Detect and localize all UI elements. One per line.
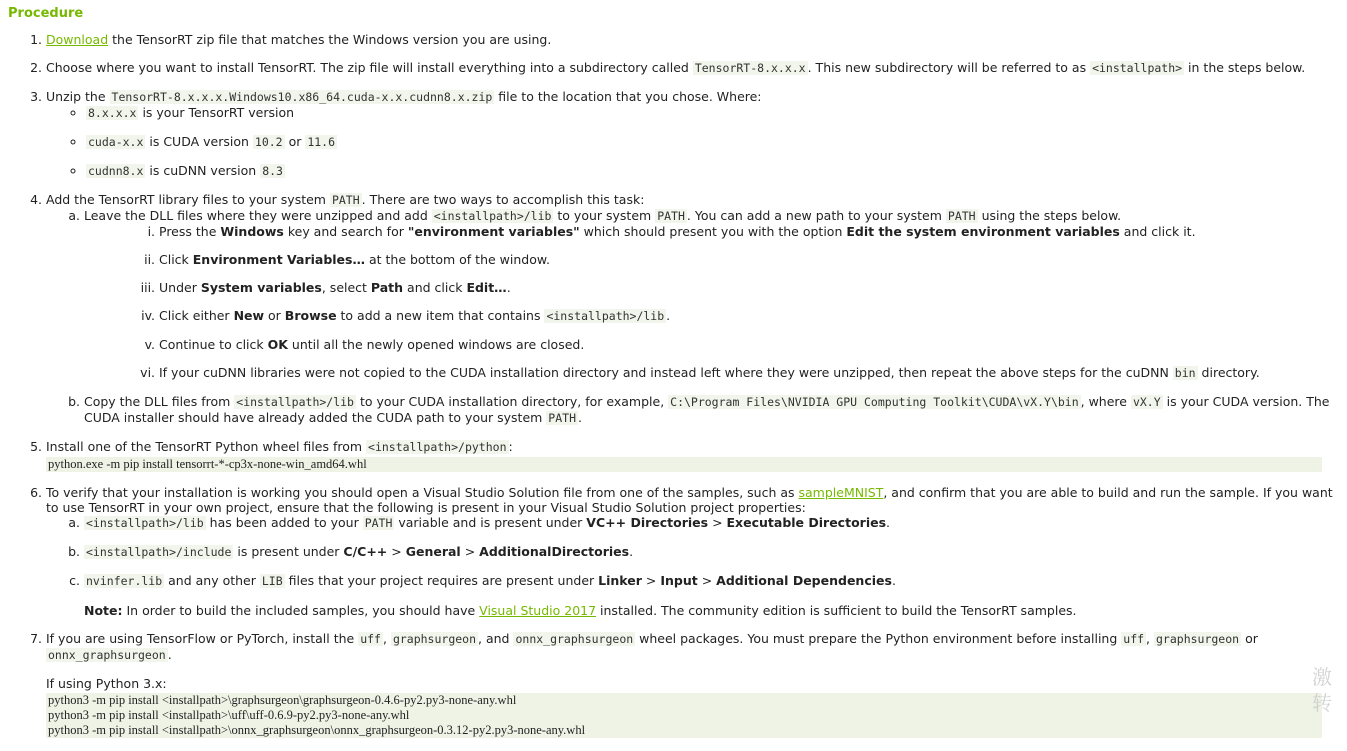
inline-code: 10.2: [254, 135, 283, 149]
inline-code: PATH: [947, 209, 976, 223]
inline-code: onnx_graphsurgeon: [48, 648, 166, 662]
inline-code: TensorRT-8.x.x.x.Windows10.x86_64.cuda-x.x.cudnn8.x.zip: [111, 90, 493, 104]
text: >: [387, 544, 406, 559]
text: files that your project requires are present under: [284, 573, 599, 588]
property-b: [84, 544, 1335, 560]
text: Click: [159, 252, 193, 267]
list-item: [86, 105, 1335, 121]
bold-text: New: [233, 308, 265, 323]
inline-code: graphsurgeon: [1156, 632, 1240, 646]
text: and click it.: [1119, 224, 1196, 239]
inline-code: <installpath>: [1092, 61, 1183, 75]
bold-text: Path: [370, 280, 404, 295]
text: or: [284, 134, 306, 149]
text: .: [886, 515, 891, 530]
text: to add a new item that contains: [336, 308, 545, 323]
inline-code: vX.Y: [1132, 395, 1161, 409]
text: .: [666, 308, 671, 323]
option-a: [84, 208, 1335, 381]
bold-text: Input: [660, 573, 698, 588]
bold-text: AdditionalDirectories: [479, 544, 630, 559]
text: using the steps below.: [977, 208, 1122, 223]
property-c: [84, 573, 1335, 618]
inline-code: TensorRT-8.x.x.x: [694, 61, 806, 75]
code-block[interactable]: python.exe -m pip install tensorrt-*-cp3x-none-win_amd64.whl: [46, 457, 1322, 472]
visual-studio-link[interactable]: Visual Studio 2017: [479, 603, 597, 618]
bold-text: Browse: [284, 308, 337, 323]
project-properties: [46, 515, 1335, 618]
substep-v: [159, 337, 1335, 352]
inline-code: <installpath>/include: [86, 545, 232, 559]
text: Install one of the TensorRT Python wheel files from: [46, 439, 367, 454]
text: to your CUDA installation directory, for example,: [355, 394, 669, 409]
text: file to the location that you chose. Where:: [494, 89, 762, 104]
text: . You can add a new path to your system: [686, 208, 946, 223]
text: , and: [478, 631, 514, 646]
text: is cuDNN version: [145, 163, 261, 178]
text: . This new subdirectory will be referred to as: [807, 60, 1091, 75]
step-2: [46, 60, 1335, 76]
text: is your TensorRT version: [138, 105, 295, 120]
path-substeps: [84, 224, 1335, 381]
bold-text: Edit the system environment variables: [846, 224, 1120, 239]
text: .: [167, 647, 172, 662]
inline-code: cuda-x.x: [88, 135, 144, 149]
text: >: [641, 573, 661, 588]
step-3: [46, 89, 1335, 179]
watermark: 激 转: [1312, 665, 1332, 715]
text: Copy the DLL files from: [84, 394, 235, 409]
text: is present under: [233, 544, 344, 559]
bold-text: Edit…: [466, 280, 507, 295]
text: .: [506, 280, 511, 295]
text: :: [508, 439, 513, 454]
text: Leave the DLL files where they were unzipped and add: [84, 208, 432, 223]
path-options: [46, 208, 1335, 426]
text: or: [264, 308, 285, 323]
inline-code: <installpath>/lib: [546, 309, 665, 323]
text: key and search for: [283, 224, 408, 239]
inline-code: onnx_graphsurgeon: [515, 632, 634, 646]
inline-code: cudnn8.x: [88, 164, 144, 178]
procedure-section: [8, 6, 1335, 751]
text: .: [578, 410, 582, 425]
inline-code: graphsurgeon: [392, 632, 477, 646]
text: is CUDA version: [145, 134, 253, 149]
inline-code: 11.6: [307, 135, 336, 149]
inline-code: 8.3: [262, 164, 283, 178]
text: >: [708, 515, 727, 530]
text: >: [697, 573, 717, 588]
note-label: Note:: [84, 603, 123, 618]
sample-mnist-link[interactable]: sampleMNIST: [798, 485, 884, 500]
step-1-text: the TensorRT zip file that matches the Windows version you are using.: [108, 32, 552, 47]
text: Under: [159, 280, 201, 295]
section-heading: Procedure: [8, 6, 84, 21]
substep-iv: [159, 308, 1335, 324]
bold-text: General: [405, 544, 461, 559]
text: In order to build the included samples, you should have: [122, 603, 480, 618]
text: in the steps below.: [1184, 60, 1306, 75]
inline-code: PATH: [364, 516, 393, 530]
download-link[interactable]: Download: [46, 32, 109, 47]
inline-code: C:\Program Files\NVIDIA GPU Computing Toolkit\CUDA\vX.Y\bin: [670, 395, 1079, 409]
text: directory.: [1197, 365, 1260, 380]
substep-ii: [159, 252, 1335, 267]
inline-code: uff: [1123, 632, 1145, 646]
text: at the bottom of the window.: [364, 252, 550, 267]
inline-code: bin: [1174, 366, 1196, 380]
step-7: [46, 631, 1335, 738]
text: Add the TensorRT library files to your system: [46, 192, 330, 207]
text: , and confirm that you are able to build and run the sample. If you want to use TensorRT in your own project, ensure that the following is present in your Visual Studio Solution project properties:: [46, 485, 1333, 515]
code-block[interactable]: python3 -m pip install <installpath>\graphsurgeon\graphsurgeon-0.4.6-py2.py3-none-any.whl python3 -m pip install <installpath>\uff\uff-0.6.9-py2.py3-none-any.whl python3 -m pip install <installpath>\onnx_graphsurgeon\onnx_graphsurgeon-0.3.12-py2.py3-none-any.whl: [46, 693, 1322, 738]
property-a: [84, 515, 1335, 531]
inline-code: PATH: [548, 411, 576, 425]
text: ,: [1146, 631, 1154, 646]
bold-text: C/C++: [343, 544, 388, 559]
step-1: [46, 32, 1335, 47]
bold-text: Environment Variables…: [192, 252, 365, 267]
bold-text: Windows: [220, 224, 284, 239]
inline-code: <installpath>/lib: [236, 395, 354, 409]
inline-code: <installpath>/lib: [86, 516, 204, 530]
inline-code: <installpath>/lib: [433, 209, 552, 223]
inline-code: PATH: [657, 209, 685, 223]
inline-code: <installpath>/python: [368, 440, 507, 454]
text: Click either: [159, 308, 234, 323]
bold-text: Executable Directories: [726, 515, 887, 530]
text: Choose where you want to install TensorRT. The zip file will install everything into a subdirectory called: [46, 60, 693, 75]
text: and any other: [164, 573, 260, 588]
text: >: [460, 544, 480, 559]
procedure-steps: [8, 32, 1335, 738]
text: Continue to click: [159, 337, 268, 352]
text: ,: [382, 631, 391, 646]
text: .: [891, 573, 896, 588]
text: to your system: [553, 208, 656, 223]
bold-text: OK: [267, 337, 288, 352]
text: wheel packages. You must prepare the Python environment before installing: [635, 631, 1122, 646]
bold-text: "environment variables": [407, 224, 580, 239]
text: has been added to your: [205, 515, 363, 530]
inline-code: uff: [360, 632, 381, 646]
list-item: [86, 134, 1335, 150]
text: .: [629, 544, 634, 559]
text: , where: [1080, 394, 1131, 409]
text: If your cuDNN libraries were not copied to the CUDA installation directory and instead left where they were unzipped, then repeat the above steps for the cuDNN: [159, 365, 1173, 380]
inline-code: PATH: [331, 193, 360, 207]
inline-code: 8.x.x.x: [88, 106, 137, 120]
substep-i: [159, 224, 1335, 239]
text: installed. The community edition is sufficient to build the TensorRT samples.: [596, 603, 1077, 618]
version-list: [46, 105, 1335, 179]
text: , select: [321, 280, 371, 295]
text: To verify that your installation is working you should open a Visual Studio Solution file from one of the samples, such as: [46, 485, 799, 500]
substep-vi: [159, 365, 1335, 381]
option-b: [84, 394, 1335, 426]
step-6: [46, 485, 1335, 618]
step-5: [46, 439, 1335, 472]
bold-text: Linker: [598, 573, 642, 588]
text: is your CUDA version. The CUDA installer should have already added the CUDA path to your system: [84, 394, 1330, 425]
text: which should present you with the option: [579, 224, 847, 239]
text: variable and is present under: [394, 515, 587, 530]
inline-code: LIB: [261, 574, 283, 588]
list-item: [86, 163, 1335, 179]
python-label: If using Python 3.x:: [46, 676, 167, 691]
bold-text: VC++ Directories: [586, 515, 709, 530]
text: or: [1241, 631, 1258, 646]
text: Unzip the: [46, 89, 110, 104]
note: [84, 603, 1335, 618]
bold-text: Additional Dependencies: [716, 573, 892, 588]
inline-code: nvinfer.lib: [86, 574, 163, 588]
substep-iii: [159, 280, 1335, 295]
text: . There are two ways to accomplish this task:: [361, 192, 645, 207]
step-4: [46, 192, 1335, 426]
text: If you are using TensorFlow or PyTorch, install the: [46, 631, 359, 646]
bold-text: System variables: [200, 280, 322, 295]
text: until all the newly opened windows are closed.: [287, 337, 585, 352]
text: Press the: [159, 224, 221, 239]
text: and click: [403, 280, 467, 295]
